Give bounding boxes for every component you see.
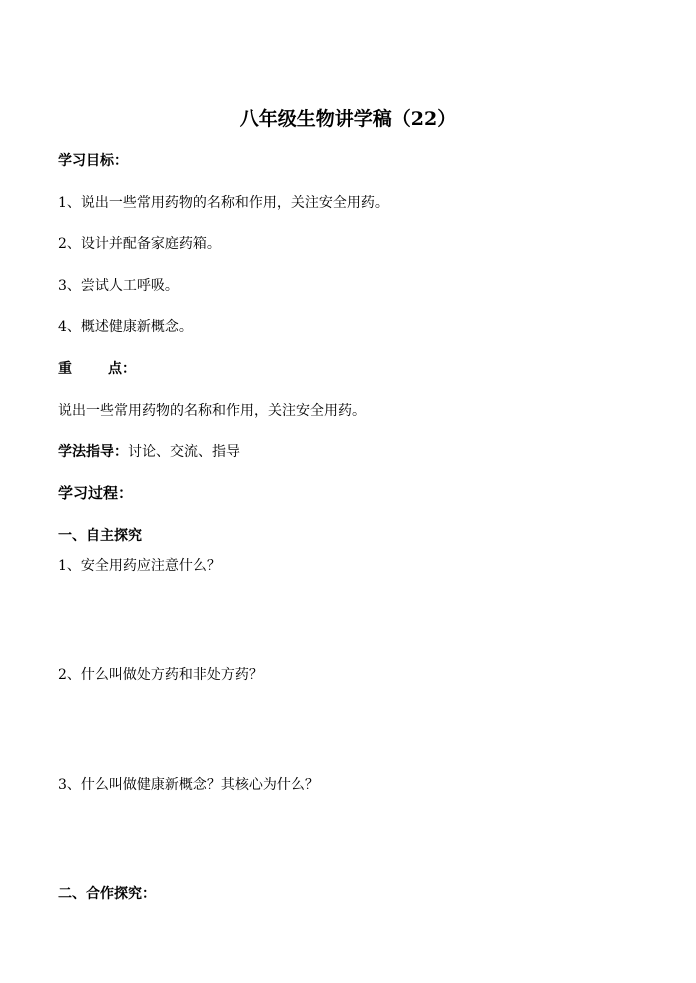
objective-item-1: 1、说出一些常用药物的名称和作用，关注安全用药。 <box>58 195 389 211</box>
method-line <box>58 443 240 461</box>
key-points-label-char1: 重 <box>58 361 72 377</box>
section1-question-1: 1、安全用药应注意什么？ <box>58 558 221 574</box>
objective-item-3: 3、尝试人工呼吸。 <box>58 278 179 294</box>
method-text: 讨论、交流、指导 <box>128 444 240 460</box>
key-points-label-char2: 点： <box>108 361 136 377</box>
section1-heading: 一、自主探究 <box>58 528 142 544</box>
document-title: 八年级生物讲学稿（22） <box>239 108 457 130</box>
section1-question-2: 2、什么叫做处方药和非处方药？ <box>58 667 263 683</box>
objective-item-4: 4、概述健康新概念。 <box>58 319 193 335</box>
section1-question-3: 3、什么叫做健康新概念？其核心为什么？ <box>58 777 319 793</box>
key-points-label <box>58 360 136 378</box>
method-label: 学法指导： <box>58 444 128 460</box>
section2-heading: 二、合作探究： <box>58 886 156 902</box>
objective-item-2: 2、设计并配备家庭药箱。 <box>58 236 221 252</box>
key-points-text: 说出一些常用药物的名称和作用，关注安全用药。 <box>58 403 366 419</box>
process-heading: 学习过程： <box>58 484 134 502</box>
objectives-heading: 学习目标： <box>58 153 128 169</box>
